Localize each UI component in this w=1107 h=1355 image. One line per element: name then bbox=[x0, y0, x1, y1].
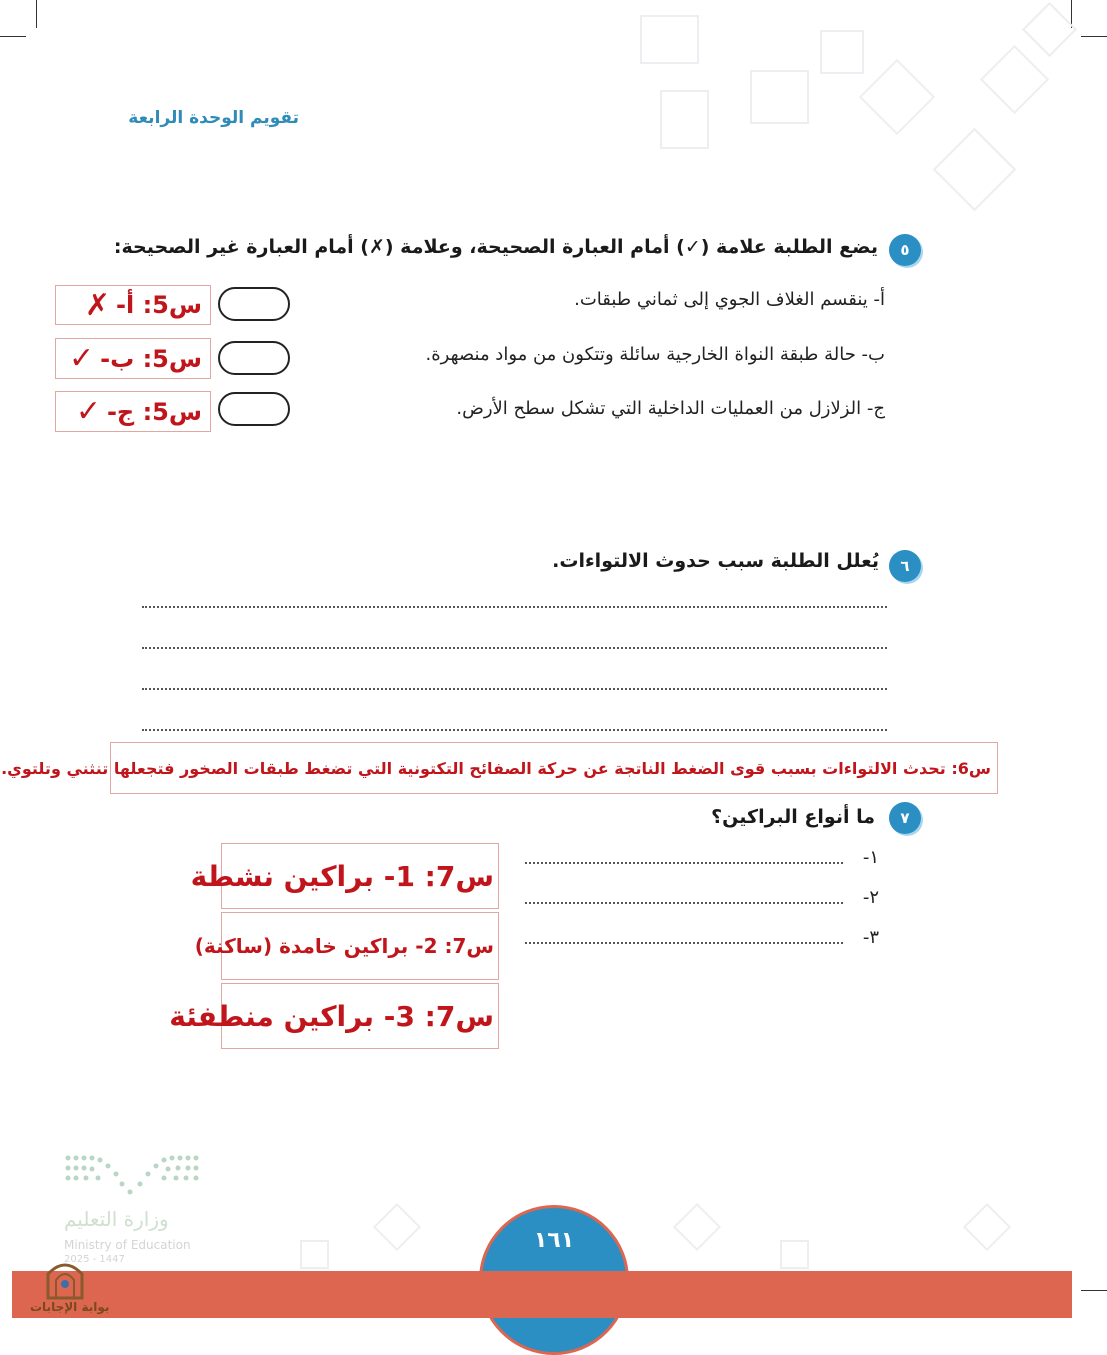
answer-line bbox=[525, 902, 843, 904]
q5-item-c: ج- الزلازل من العمليات الداخلية التي تشكل سطح الأرض. bbox=[456, 398, 885, 419]
question-7-prompt: ما أنواع البراكين؟ bbox=[711, 806, 875, 828]
unit-title: تقويم الوحدة الرابعة bbox=[128, 108, 299, 128]
q5-answer-text-c: س5: ج- bbox=[106, 397, 202, 426]
decor-diamond bbox=[859, 59, 935, 135]
q7-answer-text-1: س7: 1- براكين نشطة bbox=[190, 859, 494, 893]
answer-line bbox=[142, 688, 887, 690]
ministry-year: 2025 - 1447 bbox=[64, 1254, 125, 1265]
check-mark-icon: ✓ bbox=[69, 341, 95, 376]
footer-band bbox=[12, 1271, 1072, 1318]
q5-answer-text-a: س5: أ- bbox=[116, 291, 202, 319]
decor-square bbox=[820, 30, 864, 74]
crop-mark bbox=[1081, 1290, 1107, 1291]
watermark-logo-icon bbox=[44, 1256, 86, 1300]
decor-diamond bbox=[963, 1203, 1011, 1251]
decor-diamond bbox=[1022, 2, 1077, 57]
q7-answer-text-3: س7: 3- براكين منطفئة bbox=[169, 999, 494, 1033]
question-7-number: ٧ bbox=[889, 802, 921, 834]
q6-answer-box bbox=[1, 742, 998, 794]
q5-answer-oval-c[interactable] bbox=[218, 392, 290, 426]
q7-answer-box-3 bbox=[169, 983, 499, 1049]
crop-mark bbox=[36, 0, 37, 28]
q7-answer-box-2 bbox=[194, 912, 499, 980]
q7-line-number-2: ٢- bbox=[862, 887, 879, 908]
decor-diamond bbox=[373, 1203, 421, 1251]
q7-answer-box-1 bbox=[190, 843, 499, 909]
answer-line bbox=[525, 942, 843, 944]
decor-square bbox=[780, 1240, 809, 1269]
q5-answer-box-c bbox=[55, 391, 211, 432]
decor-square bbox=[750, 70, 809, 124]
crop-mark bbox=[1081, 36, 1107, 37]
ministry-name-arabic: وزارة التعليم bbox=[64, 1207, 169, 1231]
q5-answer-text-b: س5: ب- bbox=[100, 344, 202, 373]
decor-square bbox=[300, 1240, 329, 1269]
ministry-name-english: Ministry of Education bbox=[64, 1238, 191, 1252]
q5-answer-box-a bbox=[55, 285, 211, 325]
q7-line-number-3: ٣- bbox=[862, 927, 879, 948]
answer-line bbox=[142, 606, 887, 608]
q5-item-b: ب- حالة طبقة النواة الخارجية سائلة وتتكون من مواد منصهرة. bbox=[425, 344, 885, 365]
cross-mark-icon: ✗ bbox=[84, 287, 111, 323]
answer-line bbox=[142, 647, 887, 649]
q5-answer-box-b bbox=[55, 338, 211, 379]
watermark-text: بوابة الإجابات bbox=[30, 1300, 110, 1314]
decor-diamond bbox=[933, 128, 1016, 211]
answer-line bbox=[525, 862, 843, 864]
decor-square bbox=[640, 15, 699, 64]
question-5-prompt: يضع الطلبة علامة (✓) أمام العبارة الصحيحة، وعلامة (✗) أمام العبارة غير الصحيحة: bbox=[113, 236, 878, 258]
q5-item-a: أ- ينقسم الغلاف الجوي إلى ثماني طبقات. bbox=[574, 289, 885, 310]
decor-diamond bbox=[673, 1203, 721, 1251]
decor-square bbox=[660, 90, 709, 149]
q6-answer-text: س6: تحدث الالتواءات بسبب قوى الضغط الناتجة عن حركة الصفائح التكتونية التي تضغط طبقات الصخور فتجعلها تنثني وتلتوي. bbox=[1, 758, 991, 778]
question-6-prompt: يُعلل الطلبة سبب حدوث الالتواءات. bbox=[552, 550, 879, 572]
q5-answer-oval-a[interactable] bbox=[218, 287, 290, 321]
decor-diamond bbox=[980, 45, 1049, 114]
q7-answer-text-2: س7: 2- براكين خامدة (ساكنة) bbox=[194, 934, 494, 958]
crop-mark bbox=[0, 36, 26, 37]
ministry-logo-icon bbox=[64, 1152, 199, 1198]
page-number: ١٦١ bbox=[533, 1228, 575, 1253]
check-mark-icon: ✓ bbox=[75, 394, 101, 429]
question-6-number: ٦ bbox=[889, 550, 921, 582]
question-5-number: ٥ bbox=[889, 234, 921, 266]
q7-line-number-1: ١- bbox=[862, 847, 879, 868]
answer-line bbox=[142, 729, 887, 731]
q5-answer-oval-b[interactable] bbox=[218, 341, 290, 375]
